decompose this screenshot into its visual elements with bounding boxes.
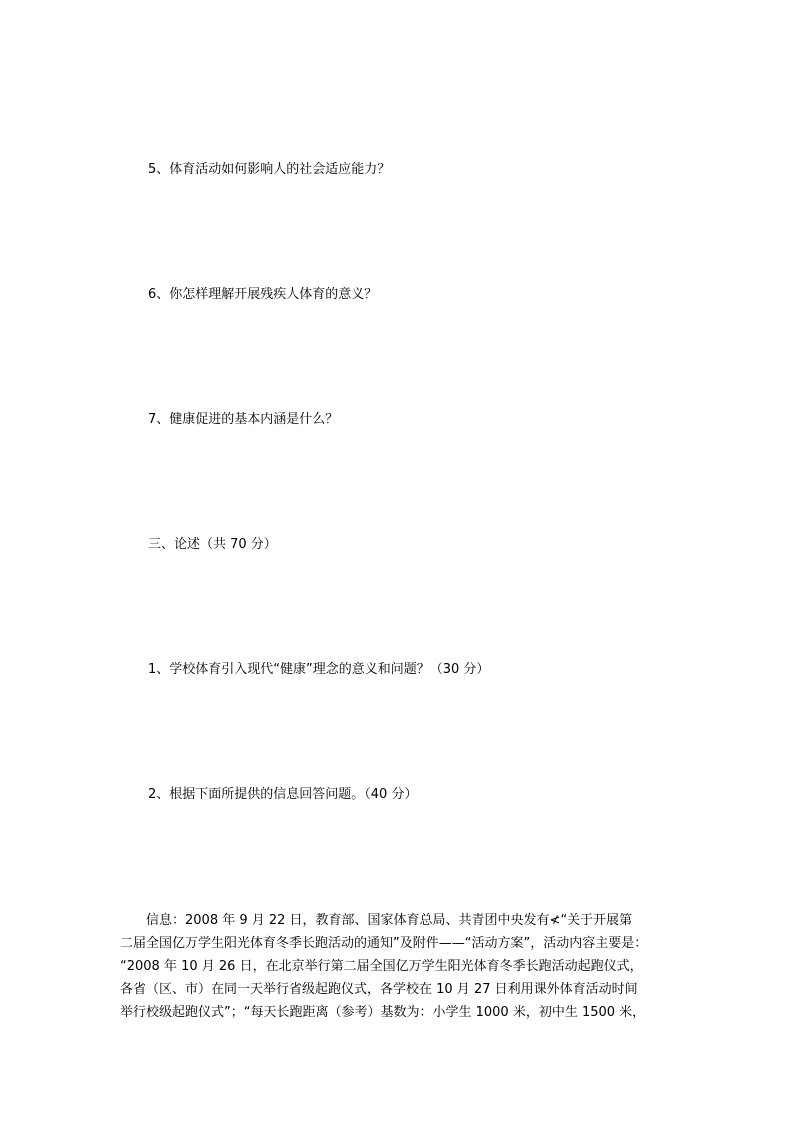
essay-question-1: 1、学校体育引入现代“健康”理念的意义和问题？（30 分） — [148, 662, 490, 677]
info-line: “2008 年 10 月 26 日，在北京举行第二届全国亿万学生阳光体育冬季长跑活动起跑仪式， — [120, 959, 643, 974]
info-line: 信息：2008 年 9 月 22 日，教育部、国家体育总局、共青团中央发有≮“关于开展第 — [146, 913, 633, 928]
info-line: 各省（区、市）在同一天举行省级起跑仪式，各学校在 10 月 27 日利用课外体育活动时间 — [120, 982, 638, 997]
info-line: 二届全国亿万学生阳光体育冬季长跑活动的通知”及附件——“活动方案”，活动内容主要是： — [120, 936, 648, 951]
info-line: 举行校级起跑仪式”；“每天长跑距离（参考）基数为：小学生 1000 米，初中生 1500 米， — [120, 1005, 646, 1020]
question-7: 7、健康促进的基本内涵是什么？ — [148, 412, 339, 427]
essay-question-2: 2、根据下面所提供的信息回答问题。（40 分） — [148, 787, 418, 802]
question-6: 6、你怎样理解开展残疾人体育的意义？ — [148, 287, 378, 302]
section-3-heading: 三、论述（共 70 分） — [148, 537, 277, 552]
question-5: 5、体育活动如何影响人的社会适应能力？ — [148, 162, 391, 177]
info-paragraph — [120, 909, 680, 1024]
